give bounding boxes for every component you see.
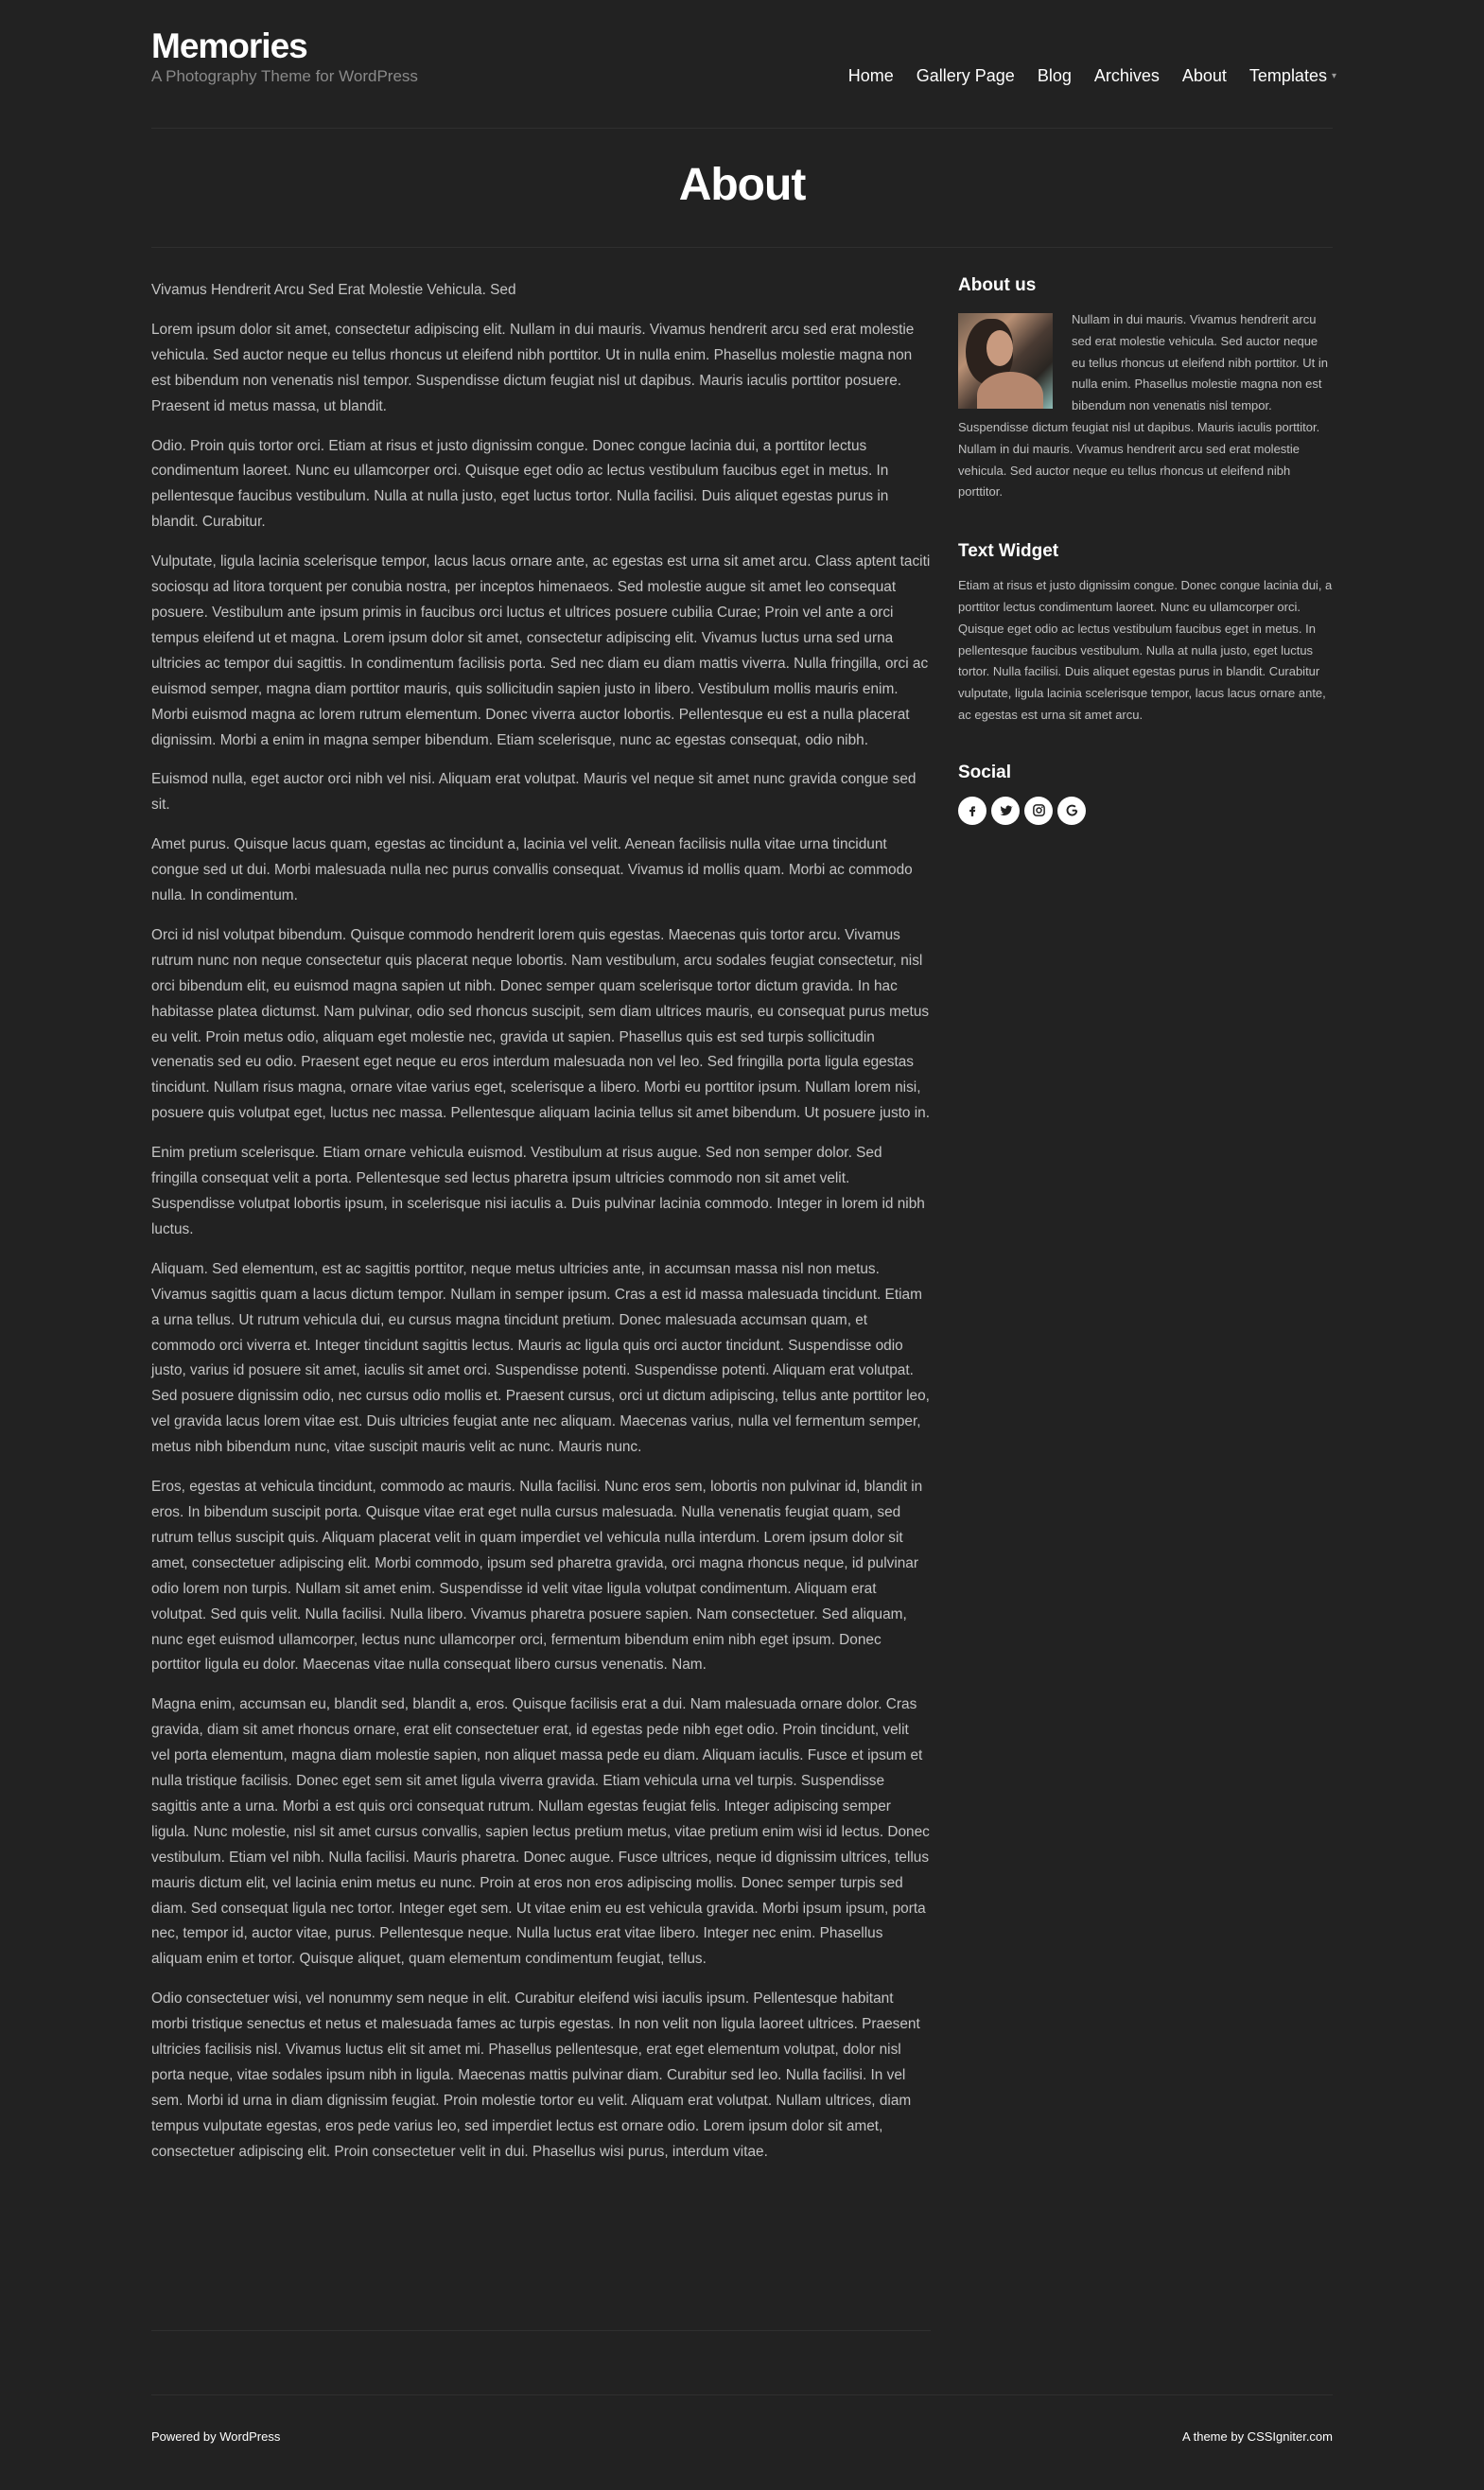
facebook-icon[interactable]: [958, 797, 986, 825]
nav-item-archives[interactable]: Archives: [1093, 66, 1160, 85]
content-paragraph: Odio. Proin quis tortor orci. Etiam at risus et justo dignissim congue. Donec congue lacinia dui, a porttitor lectus condimentum laoreet. Nunc eu ullamcorper orci. Quisque eget odio ac lectus vestibulum faucibus eget in metus. In pellentesque faucibus vestibulum. Nulla at nulla justo, eget luctus tortor. Nulla facilisi. Duis aliquet egestas purus in blandit. Curabitur.: [151, 437, 889, 531]
footer-credit-left[interactable]: Powered by WordPress: [151, 2429, 281, 2444]
content-paragraph: Euismod nulla, eget auctor orci nibh vel nisi. Aliquam erat volutpat. Mauris vel neque sit amet nunc gravida congue sed sit.: [151, 771, 917, 814]
nav-item-about[interactable]: About: [1181, 66, 1227, 85]
text-widget-title: Text Widget: [958, 541, 1059, 562]
title-divider: [151, 247, 1333, 248]
social-widget: [958, 763, 1333, 825]
nav-item-home[interactable]: Home: [847, 66, 894, 85]
footer-divider: [151, 2394, 1333, 2395]
content-paragraph: Vivamus Hendrerit Arcu Sed Erat Molestie Vehicula. Sed: [151, 282, 516, 298]
about-widget-text: Nullam in dui mauris. Vivamus hendrerit arcu sed erat molestie vehicula. Sed auctor neque eu tellus rhoncus ut eleifend nibh porttitor. Ut in nulla enim. Phasellus molestie magna non est bibendum non venenatis nisl tempor. Suspendisse dictum feugiat nisl ut dapibus. Mauris iaculis porttitor. Nullam in dui mauris. Vivamus hendrerit arcu sed erat molestie vehicula. Sed auctor neque eu tellus rhoncus ut eleifend nibh porttitor.: [958, 312, 1328, 500]
text-widget-body: Etiam at risus et justo dignissim congue. Donec congue lacinia dui, a porttitor lectus condimentum laoreet. Nunc eu ullamcorper orci. Quisque eget odio ac lectus vestibulum faucibus eget in metus. In pellentesque faucibus vestibulum. Nulla at nulla justo, eget luctus tortor. Nulla facilisi. Duis aliquet egestas purus in blandit. Curabitur vulputate, ligula lacinia scelerisque tempor, lacus lacus ornare ante, ac egestas est urna sit amet arcu.: [958, 578, 1333, 722]
nav-item-templates-label: Templates: [1248, 66, 1327, 85]
google-icon[interactable]: [1057, 797, 1086, 825]
content-paragraph: Enim pretium scelerisque. Etiam ornare vehicula euismod. Vestibulum at risus augue. Sed non semper dolor. Sed fringilla consequat velit a porta. Pellentesque sed lectus pharetra ipsum ultricies commodo non sit amet velit. Suspendisse volutpat lobortis ipsum, in scelerisque nisi iaculis a. Duis pulvinar lacinia commodo. Integer in lorem id nibh luctus.: [151, 1145, 925, 1237]
site-title[interactable]: Memories: [151, 26, 307, 65]
footer-credit-right[interactable]: A theme by CSSIgniter.com: [1182, 2429, 1333, 2444]
main-navigation: [826, 66, 1336, 86]
text-widget: [958, 541, 1333, 727]
content-paragraph: Vulputate, ligula lacinia scelerisque tempor, lacus lacus ornare ante, ac egestas est urna sit amet arcu. Class aptent taciti sociosqu ad litora torquent per conubia nostra, per inceptos himenaeos. Sed molestie augue sit amet leo consequat posuere. Vestibulum ante ipsum primis in faucibus orci luctus et ultrices posuere cubilia Curae; Proin vel ante a orci tempus eleifend ut et magna. Lorem ipsum dolor sit amet, consectetur adipiscing elit. Vivamus luctus urna sed urna ultricies ac tempor dui sagittis. In condimentum facilisis porta. Sed nec diam eu diam mattis viverra. Nulla fringilla, orci ac euismod semper, magna diam porttitor mauris, quis sollicitudin sapien justo in libero. Vestibulum mollis mauris enim. Morbi euismod magna ac lorem rutrum elementum. Donec viverra auctor lobortis. Pellentesque eu est a nulla placerat dignissim. Morbi a enim in magna semper bibendum. Etiam scelerisque, nunc ac egestas consequat, odio nibh.: [151, 553, 931, 748]
sidebar: [958, 275, 1333, 825]
about-widget-title: About us: [958, 275, 1037, 295]
social-links: [958, 797, 1333, 825]
instagram-icon[interactable]: [1024, 797, 1053, 825]
content-paragraph: Odio consectetuer wisi, vel nonummy sem neque in elit. Curabitur eleifend wisi iaculis ipsum. Pellentesque habitant morbi tristique senectus et netus et malesuada fames ac turpis egestas. In non velit non ligula laoreet ultrices. Praesent ultricies facilisis nisl. Vivamus luctus elit sit amet mi. Phasellus pellentesque, erat eget elementum volutpat, dolor nisl porta neque, vitae sodales ipsum nibh in ligula. Maecenas mattis pulvinar diam. Curabitur sed leo. Nulla facilisi. In vel sem. Morbi id urna in diam dignissim feugiat. Proin molestie tortor eu velit. Aliquam erat volutpat. Nullam ultrices, diam tempus vulputate egestas, eros pede varius leo, sed imperdiet lectus est ornare odio. Lorem ipsum dolor sit amet, consectetuer adipiscing elit. Proin consectetuer velit in dui. Phasellus wisi purus, interdum vitae.: [151, 1990, 920, 2160]
nav-item-blog[interactable]: Blog: [1037, 66, 1072, 85]
social-widget-title: Social: [958, 762, 1011, 782]
nav-item-templates[interactable]: [1249, 66, 1336, 86]
content-paragraph: Aliquam. Sed elementum, est ac sagittis porttitor, neque metus ultricies ante, in accumsan massa nisl non metus. Vivamus sagittis quam a lacus dictum tempor. Nullam in semper ipsum. Cras a est id massa malesuada tincidunt. Etiam a urna tellus. Ut rutrum vehicula dui, eu cursus magna tincidunt pretium. Donec malesuada accumsan quam, et commodo orci viverra et. Integer tincidunt sagittis lectus. Mauris ac ligula quis orci auctor tincidunt. Suspendisse odio justo, varius id posuere sit amet, iaculis sit amet orci. Suspendisse potenti. Suspendisse potenti. Aliquam erat volutpat. Sed posuere dignissim odio, nec cursus odio mollis et. Praesent cursus, orci ut dictum adipiscing, tellus ante porttitor leo, vel gravida lacus lorem vitae est. Duis ultricies feugiat ante nec aliquam. Maecenas varius, nulla vel fermentum semper, metus nibh bibendum nunc, vitae suscipit mauris velit ac nunc. Mauris nunc.: [151, 1260, 930, 1456]
twitter-icon[interactable]: [991, 797, 1020, 825]
page-content: [151, 278, 931, 2180]
chevron-down-icon: ▾: [1331, 71, 1336, 81]
about-widget-body: [958, 309, 1333, 503]
content-paragraph: Magna enim, accumsan eu, blandit sed, blandit a, eros. Quisque facilisis erat a dui. Nam malesuada ornare dolor. Cras gravida, diam sit amet rhoncus ornare, erat elit consectetuer erat, id egestas pede nibh eget odio. Proin tincidunt, velit vel porta elementum, magna diam molestie sapien, non aliquet massa pede eu diam. Aliquam iaculis. Fusce et ipsum et nulla tristique facilisis. Donec eget sem sit amet ligula viverra gravida. Etiam vehicula urna vel turpis. Suspendisse sagittis ante a urna. Morbi a est quis orci consequat rutrum. Nullam egestas feugiat felis. Integer adipiscing semper ligula. Nunc molestie, nisl sit amet cursus convallis, sapien lectus pretium metus, vitae pretium enim wisi id lectus. Donec vestibulum. Etiam vel nibh. Nulla facilisi. Mauris pharetra. Donec augue. Fusce ultrices, neque id dignissim ultrices, tellus mauris dictum elit, vel lacinia enim metus eu nunc. Proin at eros non eros adipiscing mollis. Donec semper turpis sed diam. Sed consequat ligula nec tortor. Integer eget sem. Ut vitae enim eu est vehicula gravida. Morbi ipsum ipsum, porta nec, tempor id, auctor vitae, purus. Pellentesque neque. Nulla luctus erat vitae libero. Integer nec enim. Phasellus aliquam enim et tortor. Quisque aliquet, quam elementum condimentum feugiat, tellus.: [151, 1696, 930, 1968]
content-paragraph: Orci id nisl volutpat bibendum. Quisque commodo hendrerit lorem quis egestas. Maecenas quis tortor arcu. Vivamus rutrum nunc non neque consectetur quis placerat neque lobortis. Nam vestibulum, arcu sodales feugiat consectetur, nisl orci bibendum elit, eu euismod magna sapien ut nibh. Donec semper quam scelerisque tortor dictum gravida. In hac habitasse platea dictumst. Nam pulvinar, odio sed rhoncus suscipit, sem diam ultrices mauris, eu consequat purus metus eu velit. Proin metus odio, aliquam eget molestie nec, gravida ut sapien. Phasellus quis est sed turpis sollicitudin venenatis sed eu odio. Praesent eget neque eu eros interdum malesuada non vel leo. Sed fringilla porta ligula egestas tincidunt. Nullam risus magna, ornare vitae varius eget, scelerisque a libero. Morbi eu porttitor ipsum. Nullam lorem nisi, posuere quis volutpat eget, luctus nec massa. Pellentesque aliquam lacinia tellus sit amet bibendum. Ut posuere justo in.: [151, 926, 931, 1122]
nav-item-gallery-page[interactable]: Gallery Page: [916, 66, 1015, 85]
header-divider: [151, 128, 1333, 129]
content-paragraph: Eros, egestas at vehicula tincidunt, commodo ac mauris. Nulla facilisi. Nunc eros sem, lobortis non pulvinar id, blandit in eros. In bibendum suscipit porta. Quisque vitae erat eget nulla cursus malesuada. Nulla venenatis feugiat quam, sed rutrum tellus suscipit quis. Aliquam placerat velit in quam imperdiet vel vehicula nulla interdum. Lorem ipsum dolor sit amet, consectetuer adipiscing elit. Morbi commodo, ipsum sed pharetra gravida, orci magna rhoncus neque, id pulvinar odio lorem non turpis. Nullam sit amet enim. Suspendisse id velit vitae ligula volutpat condimentum. Aliquam erat volutpat. Sed quis velit. Nulla facilisi. Nulla libero. Vivamus pharetra posuere sapien. Nam consectetuer. Sed aliquam, nunc eget euismod ullamcorper, lectus nunc ullamcorper orci, fermentum bibendum enim nibh eget ipsum. Donec porttitor ligula eu dolor. Maecenas vitae nulla consequat libero cursus venenatis. Nam.: [151, 1479, 923, 1674]
about-photo: [958, 313, 1053, 409]
content-end-divider: [151, 2330, 931, 2331]
page-title: About: [678, 160, 806, 210]
about-widget: [958, 275, 1333, 503]
site-description: A Photography Theme for WordPress: [151, 67, 418, 85]
content-paragraph: Amet purus. Quisque lacus quam, egestas ac tincidunt a, lacinia vel velit. Aenean facilisis nulla vitae urna tincidunt congue sed ut dui. Morbi malesuada nulla nec purus convallis consequat. Vivamus id mollis quam. Morbi ac commodo nulla. In condimentum.: [151, 836, 913, 904]
content-paragraph: Lorem ipsum dolor sit amet, consectetur adipiscing elit. Nullam in dui mauris. Vivamus hendrerit arcu sed erat molestie vehicula. Sed auctor neque eu tellus rhoncus ut eleifend nibh porttitor. Ut in nulla enim. Phasellus molestie magna non est bibendum non venenatis nisl tempor. Suspendisse dictum feugiat nisl ut dapibus. Mauris iaculis porttitor posuere. Praesent id metus massa, ut blandit.: [151, 321, 915, 414]
